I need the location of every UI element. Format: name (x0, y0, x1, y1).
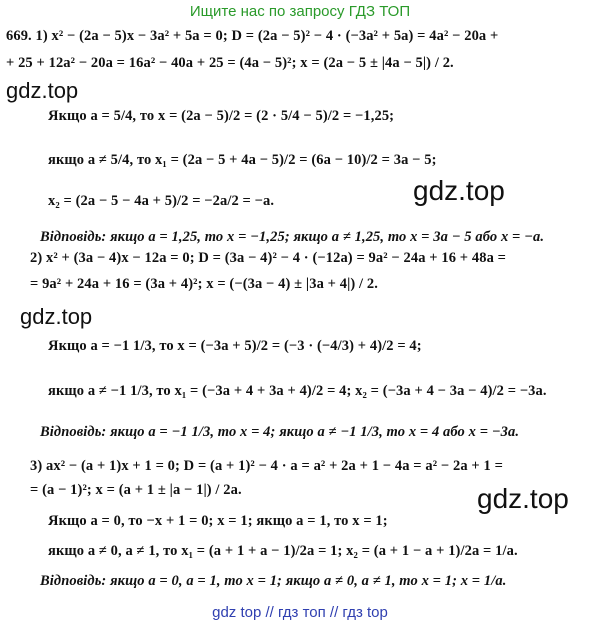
watermark: gdz.top (20, 304, 93, 329)
solution-line: = 9a² + 24a + 16 = (3a + 4)²; x = (−(3a − 4) ± |3a + 4|) / 2. (30, 276, 378, 292)
answer-line: Відповідь: якщо a = 1,25, то x = −1,25; якщо a ≠ 1,25, то x = 3a − 5 або x = −a. (40, 229, 545, 245)
solution-line: Якщо a = −1 1/3, то x = (−3a + 5)/2 = (−3 · (−4/3) + 4)/2 = 4; (48, 338, 422, 354)
solution-line: Якщо a = 5/4, то x = (2a − 5)/2 = (2 · 5/4 − 5)/2 = −1,25; (48, 108, 395, 124)
solution-line: якщо a ≠ 5/4, то x₁ = (2a − 5 + 4a − 5)/2 = (6a − 10)/2 = 3a − 5; (48, 152, 437, 168)
solution-line: + 25 + 12a² − 20a = 16a² − 40a + 25 = (4a − 5)²; x = (2a − 5 ± |4a − 5|) / 2. (6, 55, 454, 71)
solution-line: якщо a ≠ 0, a ≠ 1, то x₁ = (a + 1 + a − 1)/2a = 1; x₂ = (a + 1 − a + 1)/2a = 1/a. (48, 543, 518, 559)
answer-line: Відповідь: якщо a = 0, a = 1, то x = 1; якщо a ≠ 0, a ≠ 1, то x = 1; x = 1/a. (40, 573, 507, 589)
solution-line: Якщо a = 0, то −x + 1 = 0; x = 1; якщо a = 1, то x = 1; (48, 513, 388, 529)
search-banner: Ищите нас по запросу ГДЗ ТОП (189, 3, 411, 20)
watermark: gdz.top (6, 78, 79, 103)
solution-line: якщо a ≠ −1 1/3, то x₁ = (−3a + 4 + 3a + 4)/2 = 4; x₂ = (−3a + 4 − 3a − 4)/2 = −3a. (48, 383, 547, 399)
watermark: gdz.top (413, 175, 505, 206)
footer-watermark: gdz top // гдз топ // гдз top (212, 604, 388, 621)
solution-line: 2) x² + (3a − 4)x − 12a = 0; D = (3a − 4)² − 4 · (−12a) = 9a² − 24a + 16 + 48a = (30, 250, 507, 266)
solution-line: 3) ax² − (a + 1)x + 1 = 0; D = (a + 1)² − 4 · a = a² + 2a + 1 − 4a = a² − 2a + 1 = (30, 458, 503, 474)
solution-line: 669. 1) x² − (2a − 5)x − 3a² + 5a = 0; D = (2a − 5)² − 4 · (−3a² + 5a) = 4a² − 20a + (6, 28, 499, 44)
solution-line: = (a − 1)²; x = (a + 1 ± |a − 1|) / 2a. (30, 482, 242, 498)
answer-line: Відповідь: якщо a = −1 1/3, то x = 4; якщо a ≠ −1 1/3, то x = 4 або x = −3a. (40, 424, 520, 440)
watermark: gdz.top (477, 483, 569, 514)
solution-line: x₂ = (2a − 5 − 4a + 5)/2 = −2a/2 = −a. (48, 193, 275, 209)
